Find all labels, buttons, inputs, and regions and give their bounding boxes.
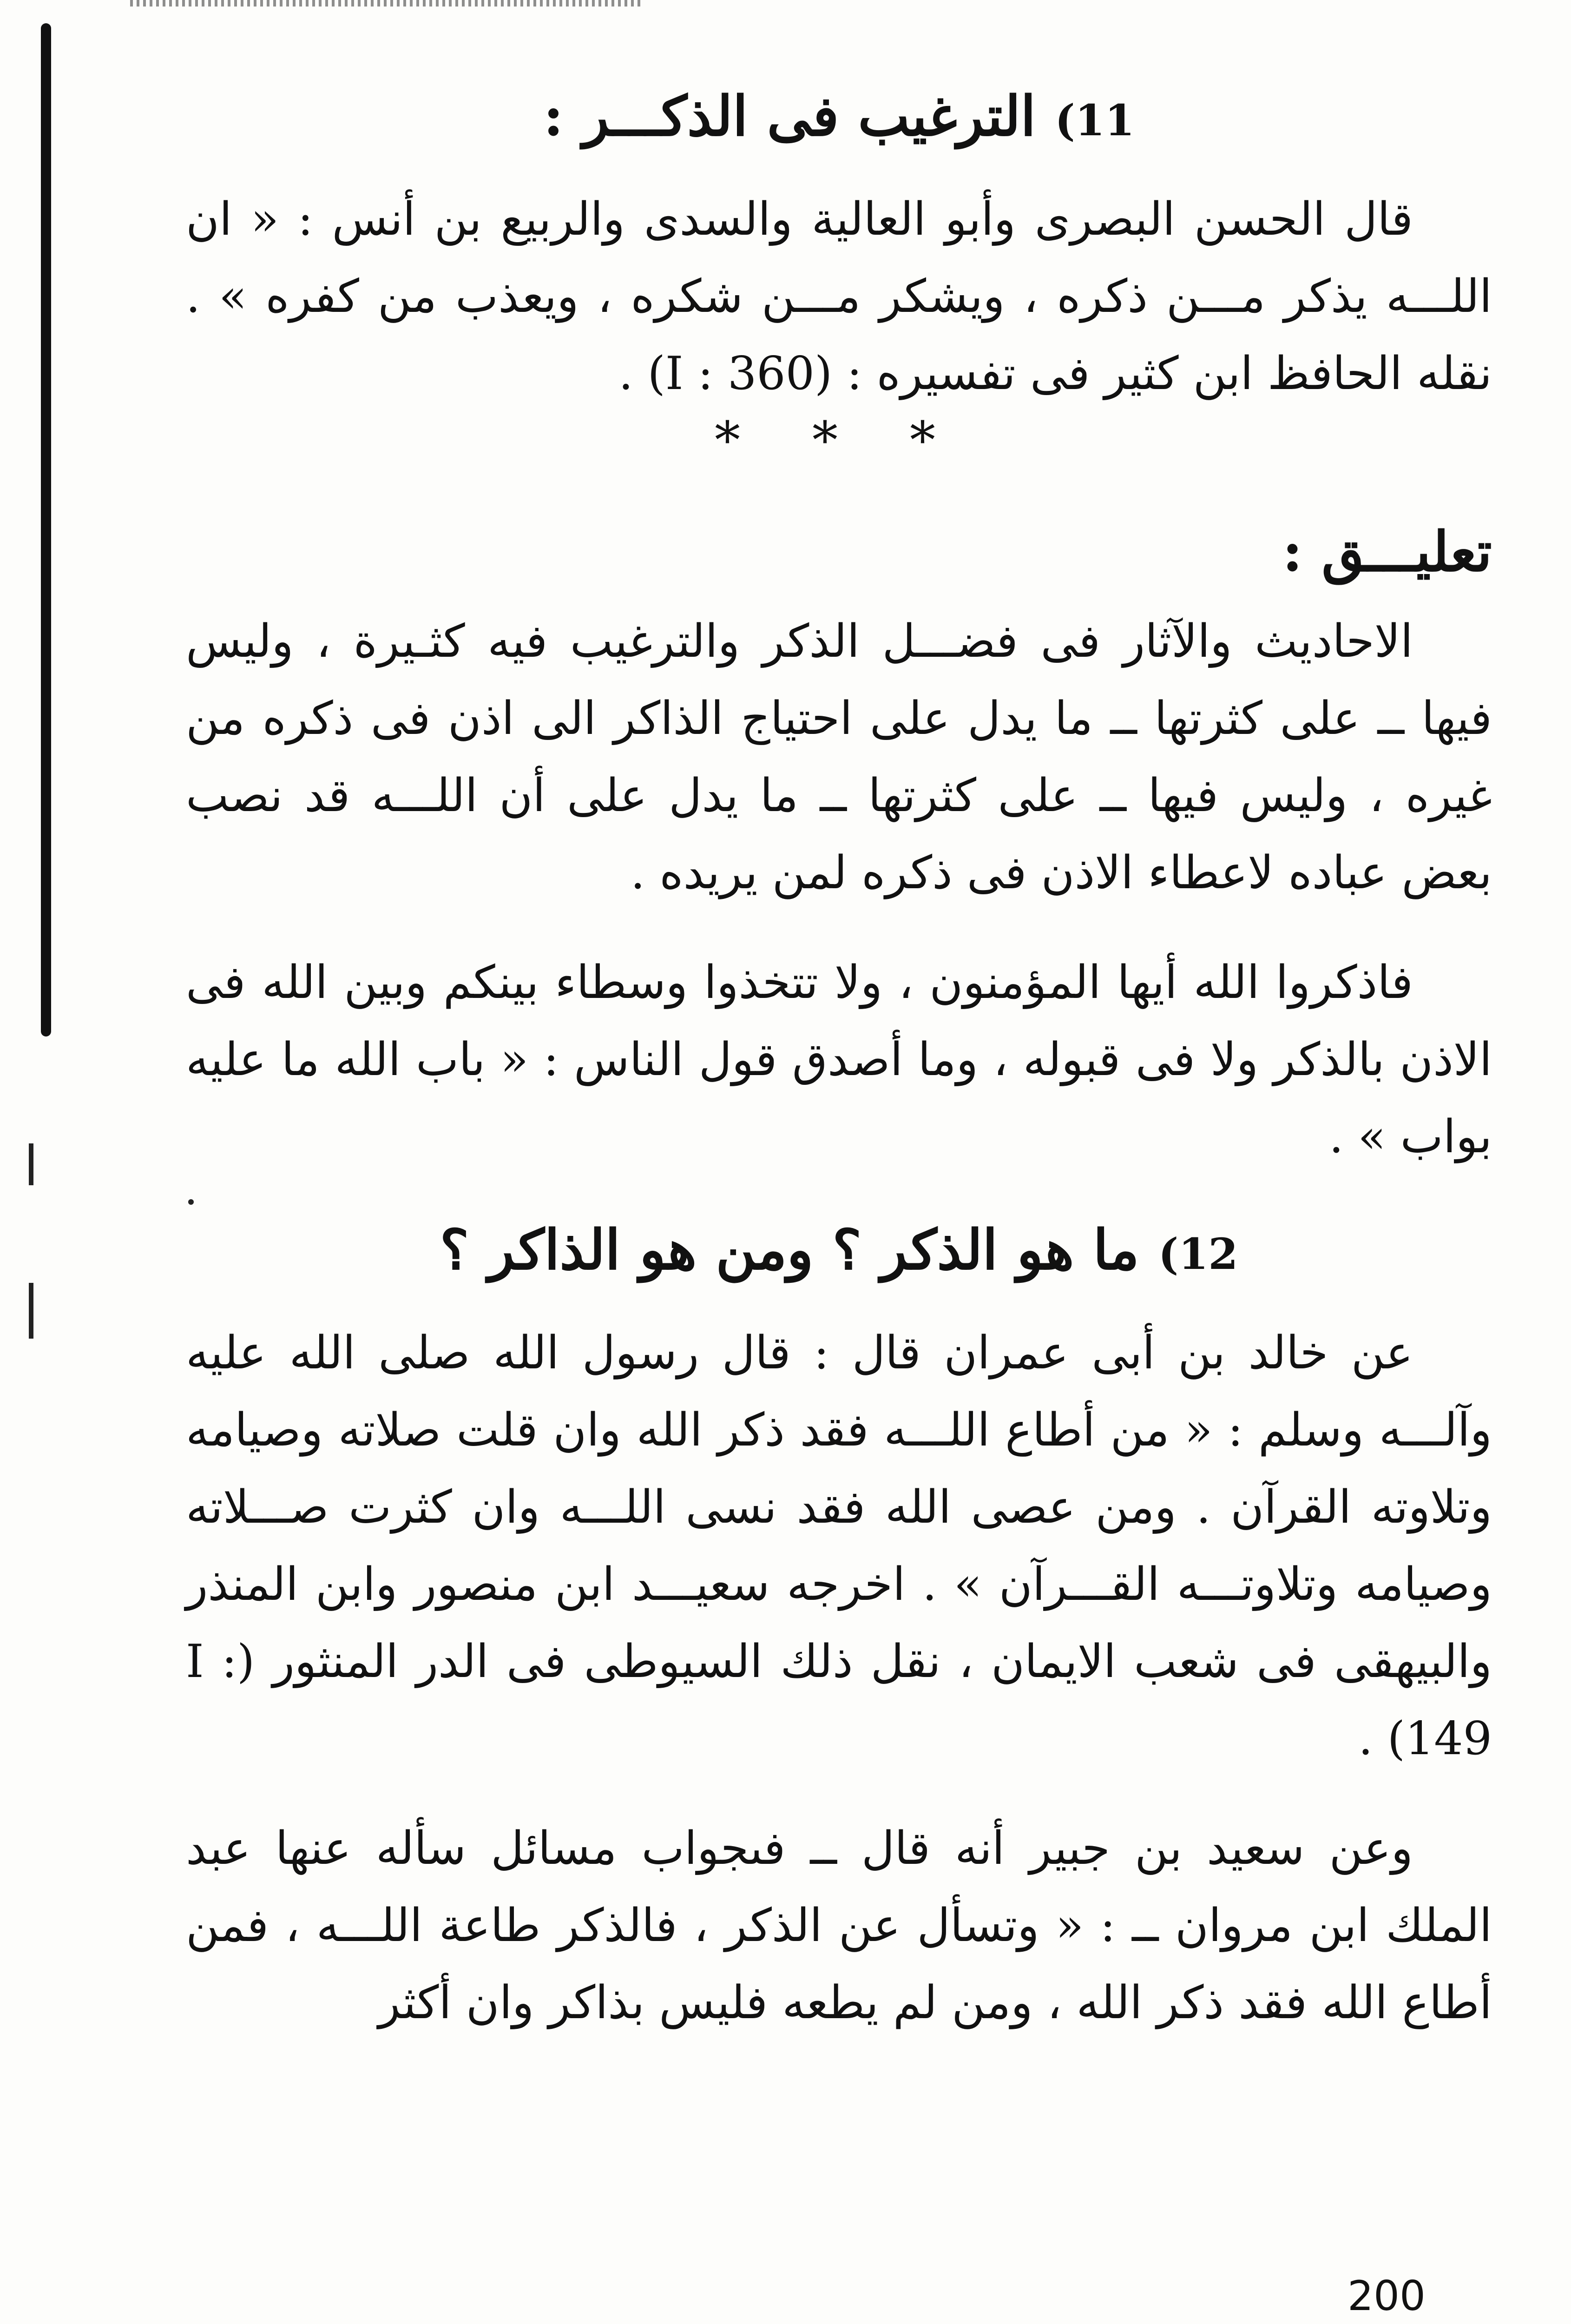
section-separator: * * * bbox=[715, 410, 963, 470]
scan-edge-noise bbox=[130, 0, 641, 7]
commentary-paragraph-2: فاذكروا الله أيها المؤمنون ، ولا تتخذوا وسطاء بينكم وبين الله فى الاذن بالذكر ولا فى قبوله ، وما أصدق قول الناس : « باب الله ما عليه بواب » . bbox=[186, 956, 1492, 1163]
section-11-title: الترغيب فى الذكـــر : bbox=[543, 84, 1036, 148]
commentary-heading: تعليـــق : bbox=[1282, 519, 1492, 584]
section-12-paragraph-1: عن خالد بن أبى عمران قال : قال رسول الله صلى الله عليه وآلـــه وسلم : « من أطاع اللـــه فقد ذكر الله وان قلت صلاته وصيامه وتلاوته القرآن . ومن عصى الله فقد نسى اللـــه وان كثرت صـــلاته وصيامه وتلاوتـــه القـــرآن » . اخرجه سعيـــد ابن منصور وابن المنذر والبيهقى فى شعب الايمان ، نقل ذلك السيوطى فى الدر المنثور (I : 149) . bbox=[186, 1327, 1492, 1765]
section-12-heading bbox=[186, 1208, 1492, 1296]
page-number: 200 bbox=[1348, 2272, 1426, 2320]
commentary-paragraph-1: الاحاديث والآثار فى فضـــل الذكر والترغيب فيه كثـيرة ، وليس فيها ــ على كثرتها ــ ما يدل على احتياج الذاكر الى اذن فى ذكره من غيره ، وليس فيها ــ على كثرتها ــ ما يدل على أن اللـــه قد نصب بعض عباده لاعطاء الاذن فى ذكره لمن يريده . bbox=[186, 615, 1492, 899]
section-12-title: ما هو الذكر ؟ ومن هو الذاكر ؟ bbox=[440, 1217, 1139, 1282]
page-content bbox=[186, 74, 1492, 2041]
scan-mark bbox=[29, 1143, 33, 1185]
section-11-heading bbox=[186, 74, 1492, 162]
scan-mark bbox=[29, 1283, 33, 1339]
section-11-paragraph: قال الحسن البصرى وأبو العالية والسدى والربيع بن أنس : « ان اللـــه يذكر مـــن ذكره ، ويشكر مـــن شكره ، ويعذب من كفره » . نقله الحافظ ابن كثير فى تفسيره : (I : 360) . bbox=[186, 193, 1492, 400]
page-binding-shadow bbox=[41, 23, 51, 1037]
section-11-number: 11) bbox=[1055, 95, 1135, 145]
section-12-paragraph-2: وعن سعيد بن جبير أنه قال ــ فىجواب مسائل سأله عنها عبد الملك ابن مروان ــ : « وتسأل عن الذكر ، فالذكر طاعة اللـــه ، فمن أطاع الله فقد ذكر الله ، ومن لم يطعه فليس بذاكر وان أكثر bbox=[186, 1822, 1492, 2029]
section-12-number: 12) bbox=[1158, 1229, 1238, 1279]
